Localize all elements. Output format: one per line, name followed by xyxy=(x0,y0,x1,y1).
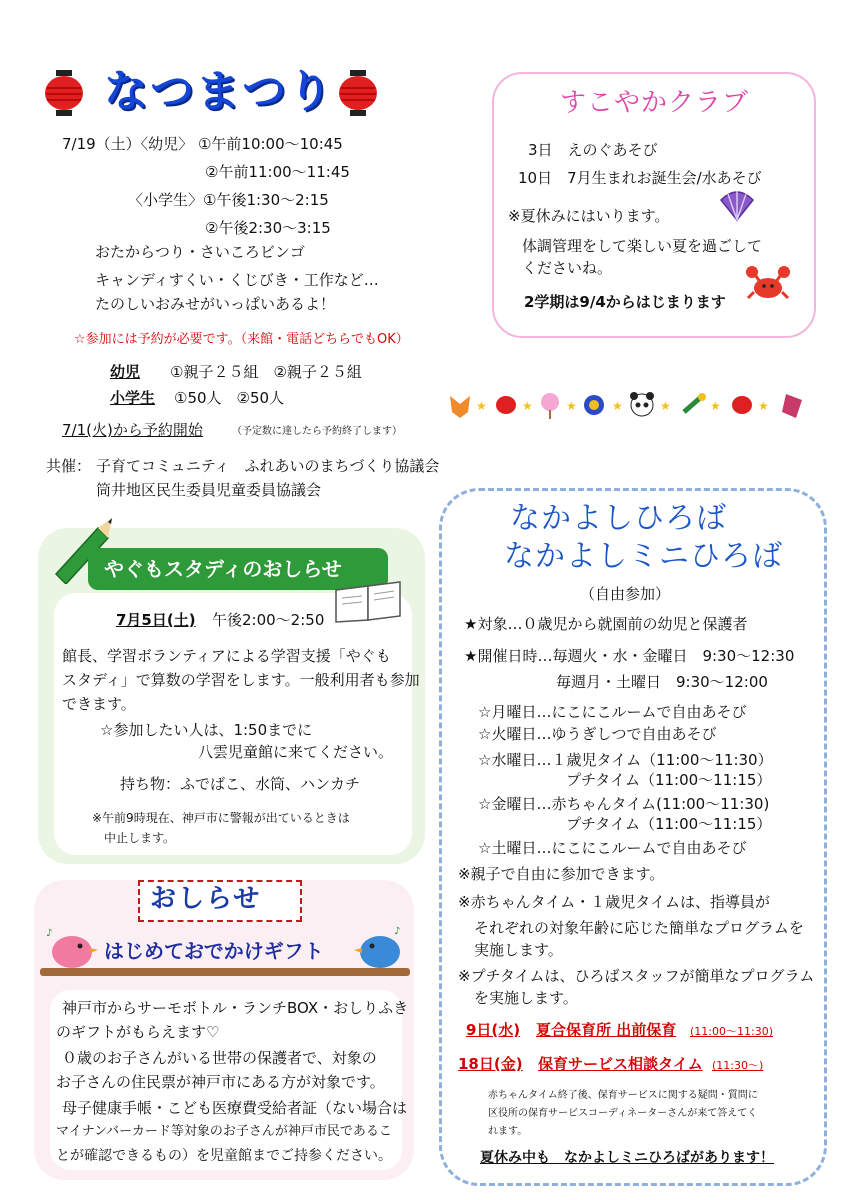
sukoyaka-item2: 10日 7月生まれお誕生会/水あそび xyxy=(518,169,762,187)
natsu-reservation-note: ☆参加には予約が必要です。（来館・電話どちらでもOK） xyxy=(74,332,409,347)
natsu-line1: おたからつり・さいころビンゴ xyxy=(95,243,305,261)
gift-title: はじめておでかけギフト xyxy=(104,939,324,963)
oshirase-title: おしらせ xyxy=(150,884,262,914)
seashell-icon xyxy=(718,188,756,222)
yagumo-warn1: ※午前9時現在、神戸市に警報が出ているときは xyxy=(92,811,350,825)
yagumo-body3: できます。 xyxy=(62,695,136,713)
nakayoshi-schedule1: ★開催日時…毎週火・水・金曜日 9:30〜12:30 xyxy=(464,647,795,665)
svg-text:★: ★ xyxy=(660,399,671,413)
event2-desc1: 赤ちゃんタイム終了後、保育サービスに関する疑問・質問に xyxy=(488,1090,758,1101)
natsu-session2: ②午前11:00〜11:45 xyxy=(205,163,350,181)
nakayoshi-schedule2: 毎週月・土曜日 9:30〜12:00 xyxy=(556,673,768,691)
crab-icon xyxy=(744,262,792,302)
blue-bird-icon xyxy=(350,924,408,972)
natsu-cap-infant-value: ①親子２５組 ②親子２５組 xyxy=(170,363,362,381)
nakayoshi-n5: ※プチタイムは、ひろばスタッフが簡単なプログラム xyxy=(458,967,815,985)
open-book-icon xyxy=(332,580,404,624)
decoration-row xyxy=(446,390,816,420)
sukoyaka-note2: 体調管理をして楽しい夏を過ごして xyxy=(522,237,763,255)
natsu-booking-note: （予定数に達したら予約終了します） xyxy=(232,426,402,437)
gift-p7: とが確認できるもの）を児童館までご持参ください。 xyxy=(56,1148,392,1164)
svg-text:♪: ♪ xyxy=(46,928,53,939)
sukoyaka-title: すこやかクラブ xyxy=(560,88,750,118)
gift-p3: ０歳のお子さんがいる世帯の保護者で、対象の xyxy=(62,1049,377,1067)
lantern-icon xyxy=(338,70,378,116)
branch-divider xyxy=(40,968,410,976)
nakayoshi-footer: 夏休み中も なかよしミニひろばがあります！ xyxy=(480,1150,774,1166)
natsu-elem-line: 〈小学生〉①午後1:30〜2:15 xyxy=(128,191,329,209)
nakayoshi-title2: なかよしミニひろば xyxy=(504,539,783,574)
mask-icon xyxy=(782,394,802,418)
yagumo-join1: ☆参加したい人は、1:50までに xyxy=(100,721,313,739)
natsu-host-label: 共催： xyxy=(46,457,92,475)
natsu-cap-infant-label: 幼児 xyxy=(110,363,141,381)
nakayoshi-n2: ※赤ちゃんタイム・１歳児タイムは、指導員が xyxy=(458,893,770,911)
nakayoshi-tue: ☆火曜日…ゆうぎしつで自由あそび xyxy=(478,725,717,743)
natsu-line2: キャンディすくい・くじびき・工作など… xyxy=(95,271,379,289)
nakayoshi-n1: ※親子で自由に参加できます。 xyxy=(458,865,665,883)
yagumo-items: 持ち物：ふでばこ、水筒、ハンカチ xyxy=(120,775,361,793)
natsu-host1: 子育てコミュニティ ふれあいのまちづくり協議会 xyxy=(96,457,440,475)
gift-p2: のギフトがもらえます♡ xyxy=(56,1023,220,1041)
event2-desc3: れます。 xyxy=(488,1126,528,1137)
sukoyaka-note4: 2学期は9/4からはじまります xyxy=(524,293,726,311)
event2-time: (11:30〜) xyxy=(712,1059,764,1072)
sukoyaka-note3: くださいね。 xyxy=(522,259,613,277)
lantern-icon xyxy=(732,396,752,414)
whistle-icon xyxy=(684,393,706,412)
yagumo-date: 7月5日(土) xyxy=(116,611,196,629)
lantern-icon xyxy=(44,70,84,116)
nakayoshi-fri1: ☆金曜日…赤ちゃんタイム(11:00〜11:30) xyxy=(478,795,770,813)
svg-text:★: ★ xyxy=(612,399,623,413)
natsu-cap-elem-label: 小学生 xyxy=(110,389,156,407)
gift-p6: マイナンバーカード等対象のお子さんが神戸市民であるこ xyxy=(56,1124,392,1139)
event2-desc2: 区役所の保育サービスコーディネーターさんが来て答えてく xyxy=(488,1108,758,1119)
svg-text:★: ★ xyxy=(710,399,721,413)
fox-icon xyxy=(450,396,470,418)
svg-text:★: ★ xyxy=(476,399,487,413)
svg-text:★: ★ xyxy=(758,399,769,413)
natsu-host2: 筒井地区民生委員児童委員協議会 xyxy=(96,481,322,499)
yagumo-time: 午後2:00〜2:50 xyxy=(212,611,325,629)
natsu-line3: たのしいおみせがいっぱいあるよ！ xyxy=(95,295,336,313)
nakayoshi-n3: それぞれの対象年齢に応じた簡単なプログラムを xyxy=(474,919,804,937)
gift-p1: 神戸市からサーモボトル・ランチBOX・おしりふき xyxy=(62,999,409,1017)
natsu-date-line: 7/19（土）〈幼児〉 ①午前10:00〜10:45 xyxy=(62,135,343,153)
nakayoshi-subtitle: （自由参加） xyxy=(580,585,671,603)
sukoyaka-note1: ※夏休みにはいります。 xyxy=(508,207,670,225)
pink-bird-icon xyxy=(44,926,102,972)
cotton-candy-icon xyxy=(541,393,559,419)
nakayoshi-wed1: ☆水曜日…１歳児タイム（11:00〜11:30） xyxy=(478,751,773,769)
svg-text:★: ★ xyxy=(522,399,533,413)
natsu-booking-start: 7/1(火)から予約開始 xyxy=(62,421,203,439)
panda-icon xyxy=(630,392,654,416)
nakayoshi-wed2: プチタイム（11:00〜11:15） xyxy=(566,771,772,789)
event1-text: 夏合保育所 出前保育 xyxy=(536,1021,677,1039)
nakayoshi-mon: ☆月曜日…にこにこルームで自由あそび xyxy=(478,703,747,721)
nakayoshi-sat: ☆土曜日…にこにこルームで自由あそび xyxy=(478,839,747,857)
yagumo-title: やぐもスタディのおしらせ xyxy=(104,557,342,581)
yagumo-join2: 八雲児童館に来てください。 xyxy=(198,743,394,761)
nakayoshi-fri2: プチタイム（11:00〜11:15） xyxy=(566,815,772,833)
gift-p4: お子さんの住民票が神戸市にある方が対象です。 xyxy=(56,1073,385,1091)
event1-time: (11:00〜11:30) xyxy=(690,1025,773,1038)
yagumo-body2: スタディ」で算数の学習をします。一般利用者も参加 xyxy=(62,671,420,689)
svg-text:★: ★ xyxy=(566,399,577,413)
yagumo-body1: 館長、学習ボランティアによる学習支援「やぐも xyxy=(62,647,391,665)
nakayoshi-title1: なかよしひろば xyxy=(510,501,727,536)
event2-text: 保育サービス相談タイム xyxy=(538,1055,703,1073)
event1-date: 9日(水) xyxy=(466,1021,521,1039)
nakayoshi-n4: 実施します。 xyxy=(474,941,563,959)
nakayoshi-target: ★対象…０歳児から就園前の幼児と保護者 xyxy=(464,615,748,633)
lantern-icon xyxy=(496,396,516,414)
event2-date: 18日(金) xyxy=(458,1055,523,1073)
nakayoshi-n6: を実施します。 xyxy=(474,989,578,1007)
natsu-session4: ②午後2:30〜3:15 xyxy=(205,219,331,237)
sukoyaka-item1: 3日 えのぐあそび xyxy=(528,141,658,159)
yagumo-warn2: 中止します。 xyxy=(104,831,176,845)
yoyo-icon xyxy=(584,395,604,415)
natsu-cap-elem-value: ①50人 ②50人 xyxy=(174,389,285,407)
natsumatsuri-title: なつまつり xyxy=(104,66,334,117)
gift-p5: 母子健康手帳・こども医療費受給者証（ない場合は xyxy=(62,1099,408,1117)
svg-text:♪: ♪ xyxy=(394,926,401,937)
